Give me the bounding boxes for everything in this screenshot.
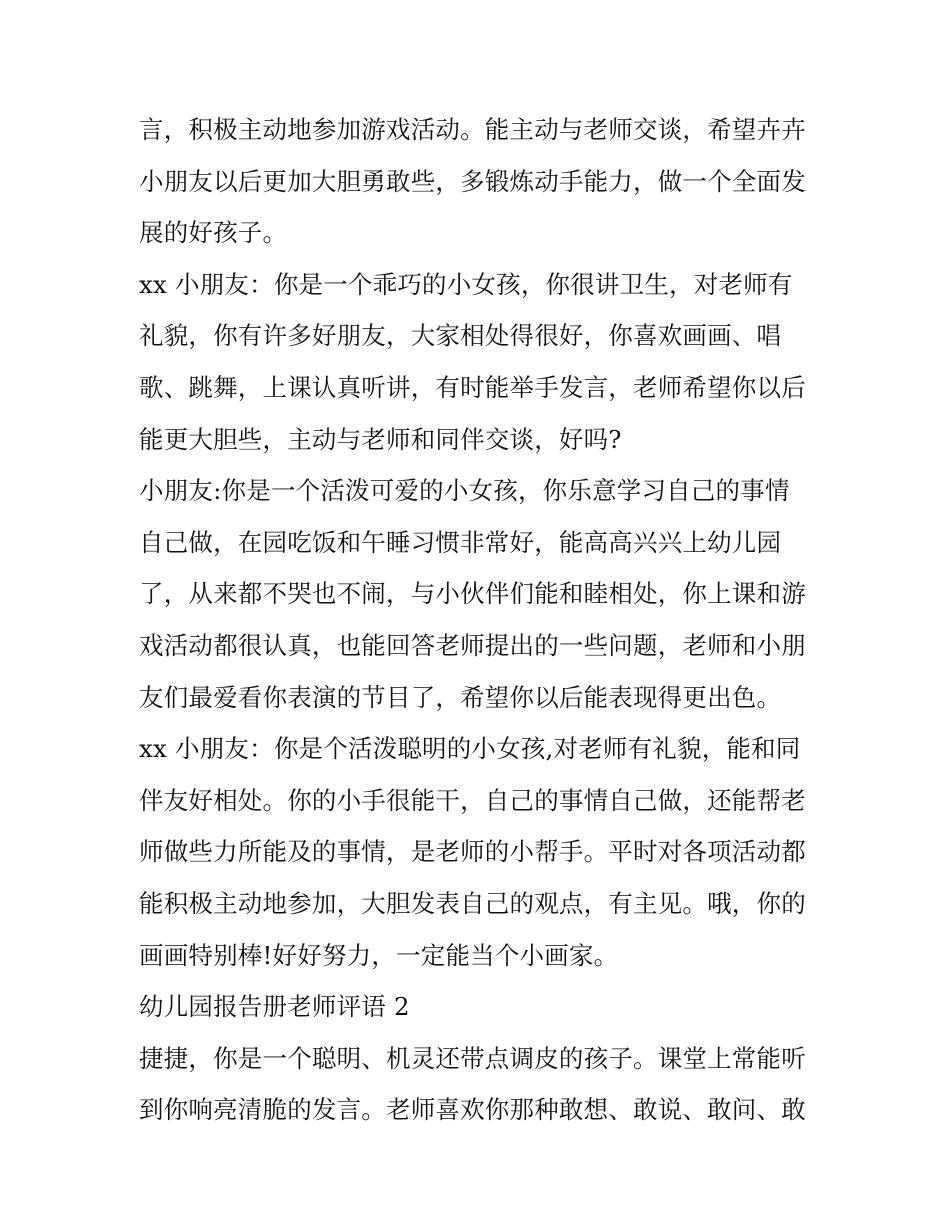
text-line: 戏活动都很认真，也能回答老师提出的一些问题，老师和小朋 (139, 630, 806, 660)
text-line: xx 小朋友：你是个活泼聪明的小女孩,对老师有礼貌，能和同 (139, 734, 801, 764)
text-line: 了，从来都不哭也不闹，与小伙伴们能和睦相处，你上课和游 (139, 579, 806, 609)
text-line: 能更大胆些，主动与老师和同伴交谈，好吗? (139, 424, 622, 454)
text-line: 小朋友:你是一个活泼可爱的小女孩，你乐意学习自己的事情 (139, 476, 790, 506)
text-line: 到你响亮清脆的发言。老师喜欢你那种敢想、敢说、敢问、敢 (139, 1095, 806, 1125)
section-heading: 幼儿园报告册老师评语 2 (139, 992, 410, 1022)
text-line: 能积极主动地参加，大胆发表自己的观点，有主见。哦，你的 (139, 888, 806, 918)
text-line: 礼貌，你有许多好朋友，大家相处得很好，你喜欢画画、唱 (139, 321, 782, 351)
text-line: 展的好孩子。 (139, 218, 288, 248)
text-line: 歌、跳舞，上课认真听讲，有时能举手发言，老师希望你以后 (139, 372, 806, 402)
text-line: 自己做，在园吃饭和午睡习惯非常好，能高高兴兴上幼儿园 (139, 527, 782, 557)
document-body (139, 104, 819, 1136)
text-line: 捷捷，你是一个聪明、机灵还带点调皮的孩子。课堂上常能听 (139, 1043, 806, 1073)
text-line: 画画特别棒!好好努力，一定能当个小画家。 (139, 940, 619, 970)
text-line: 友们最爱看你表演的节目了，希望你以后能表现得更出色。 (139, 682, 782, 712)
text-line: 言，积极主动地参加游戏活动。能主动与老师交谈，希望卉卉 (139, 115, 806, 144)
text-line: 小朋友以后更加大胆勇敢些，多锻炼动手能力，做一个全面发 (139, 166, 806, 196)
text-line: 师做些力所能及的事情，是老师的小帮手。平时对各项活动都 (139, 837, 806, 867)
text-line: xx 小朋友：你是一个乖巧的小女孩，你很讲卫生，对老师有 (139, 269, 793, 299)
text-line: 伴友好相处。你的小手很能干，自己的事情自己做，还能帮老 (139, 785, 806, 815)
